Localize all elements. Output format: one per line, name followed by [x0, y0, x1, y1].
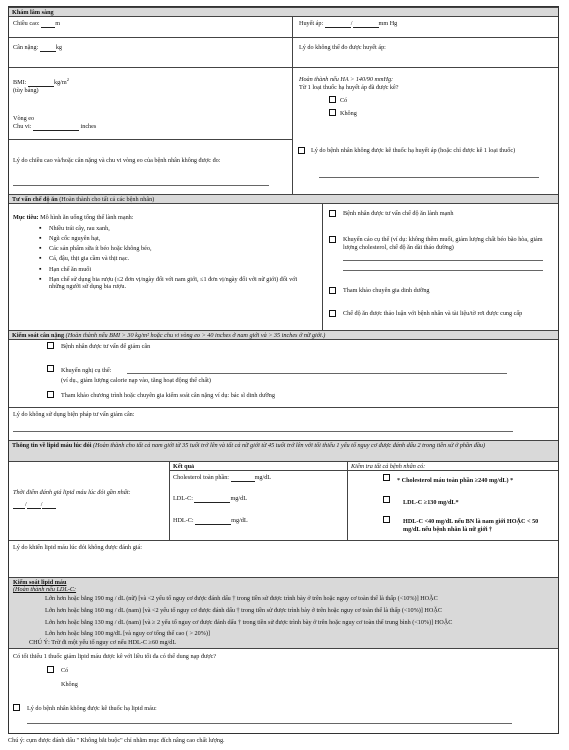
lipid-ldl-row — [173, 495, 247, 503]
bp-systolic-field[interactable] — [325, 22, 351, 28]
weight-specific-label: Khuyến nghị cụ thể: — [61, 367, 112, 374]
diet-list-item: ▪ Cá, đậu, thịt gia cầm và thịt nạc. — [39, 255, 309, 263]
control-line: Lớn hơn hoặc bằng 160 mg / dL (nam) [và <2 yếu tố nguy cơ được đánh dấu † trong tiền sử được trình bày ở trên hoặc nguy cơ toàn thể là thấp (<10%)] HOẶC — [45, 606, 442, 614]
lipid-year-field[interactable] — [42, 503, 56, 509]
control-lines — [45, 595, 555, 642]
height-row — [13, 20, 60, 28]
diet-goal-text: Mô hình ăn uống tổng thể lành mạnh: — [40, 214, 134, 221]
waist-row — [13, 123, 96, 131]
bmi-unit: kg/m — [53, 79, 67, 87]
weight-specific-example: (ví dụ., giảm lượng calorie nạp vào, tăng hoạt động thể chất) — [61, 377, 211, 384]
diet-list-item: ▪ Ngũ cốc nguyên hạt, — [39, 235, 309, 243]
lipid-total-check-prefix: * — [397, 477, 401, 484]
diet-specific-label: Khuyến cáo cụ thể (ví dụ: không thêm muối, giảm lượng chất béo bão hòa, giảm lượng cholesterol, chế độ ăn dài tháo đường) — [343, 236, 543, 251]
diet-counsel-label: Bệnh nhân được tư vấn chế độ ăn lành mạnh — [343, 210, 454, 217]
bmi-field[interactable] — [28, 81, 54, 87]
bp-yes-label: Có — [340, 97, 348, 104]
bp-label: Huyết áp: — [299, 20, 324, 27]
control-header: Kiểm soát lipid máu — [13, 579, 67, 586]
bp-missing-reason: Lý do không thể đo được huyết áp: — [299, 44, 386, 51]
lipid-hdl-unit: mg/dL — [231, 517, 248, 524]
control-question: Có tối thiểu 1 thuốc giảm lipid máu được kê với liều tối đa có thể dung nạp được? — [13, 653, 217, 660]
lipid-total-check-text: Cholesterol máu toàn phần ≥240 mg/dL) — [401, 477, 509, 484]
diet-list-item: ▪ Hạn chế sử dụng bia rượu (≤2 đơn vị/ngày đối với nam giới, ≤1 đơn vị/ngày đối với nữ giới) đối với những người sử dụng bia rượu. — [39, 276, 309, 292]
control-line: Lớn hơn hoặc bằng 100 mg/dL [và nguy cơ tổng thể cao ( > 20%)] — [45, 630, 210, 638]
weight-specific-line[interactable] — [127, 373, 507, 374]
bp-diastolic-field[interactable] — [350, 20, 379, 28]
clinical-form — [8, 6, 559, 734]
diet-materials-label: Chế độ ăn được thảo luận với bệnh nhân và tài liệu/tờ rơi được cung cấp — [343, 310, 523, 317]
lipid-reason: Lý do khiến lipid máu lúc đói không được đánh giá: — [13, 544, 142, 551]
height-field[interactable] — [41, 22, 55, 28]
lipid-ldl-field[interactable] — [194, 497, 230, 503]
measure-reason-line[interactable] — [13, 185, 269, 186]
weight-specific-checkbox[interactable] — [47, 365, 54, 372]
weight-field[interactable] — [40, 46, 56, 52]
bmi-row — [13, 77, 69, 95]
lipid-header-note: (Hoàn thành cho tất cả nam giới từ 35 tuổi trở lên và tất cả nữ giới từ 45 tuổi trở lên với tối thiểu 1 yếu tố nguy cơ được đánh dấu 2 trong tiền sử ở phần đầu) — [92, 442, 486, 449]
weight-header — [9, 330, 558, 340]
diet-referral-checkbox[interactable] — [329, 287, 336, 294]
bp-reason-line[interactable] — [319, 177, 539, 178]
control-reason: Lý do bệnh nhân không được kê thuốc hạ lipid máu: — [27, 705, 157, 712]
bp-unit: mm Hg — [378, 20, 398, 27]
lipid-total-check-label — [397, 477, 513, 485]
bp-not-prescribed-label: Lý do bệnh nhân không được kê thuốc hạ huyết áp (hoặc chỉ được kê 1 loại thuốc) — [311, 147, 516, 154]
control-line: Lớn hơn hoặc bằng 130 mg / dL (nam) [và ≥ 2 yếu tố nguy cơ được đánh dấu † trong tiền sử được trình bày ở trên hoặc nguy cơ toàn thể trung bình (<10%)] HOẶC — [45, 618, 453, 626]
bp-question: Từ 1 loại thuốc hạ huyết áp đã được kê? — [299, 84, 399, 91]
control-reason-checkbox[interactable] — [13, 704, 20, 711]
weight-counsel-label: Bệnh nhân được tư vấn để giảm cân — [61, 343, 151, 350]
weight-reason: Lý do không sử dụng biện pháp tư vấn giảm cân: — [13, 411, 135, 418]
weight-referral-label: Tham khảo chương trình hoặc chuyên gia kiểm soát cân nặng ví dụ: bác sĩ dinh dưỡng — [61, 392, 275, 399]
diet-header-note: (Hoàn thành cho tất cả các bệnh nhân) — [59, 196, 155, 203]
control-yes-label: Có — [61, 667, 69, 674]
control-yes-checkbox[interactable] — [47, 666, 54, 673]
lipid-total-row — [173, 474, 271, 482]
lipid-total-checkbox[interactable] — [383, 474, 390, 481]
weight-row — [13, 44, 62, 52]
diet-goal — [13, 214, 133, 222]
control-sub: (Hoàn thành nếu LDL-C: — [13, 586, 77, 593]
bp-yes-checkbox[interactable] — [329, 96, 336, 103]
control-no-label: Không — [61, 681, 78, 688]
bmi-note: (tùy bảng) — [13, 86, 39, 94]
bmi-unit-sup: 2 — [66, 77, 69, 82]
diet-goal-label: Mục tiêu: — [13, 214, 39, 221]
lipid-date-sep-2: / — [40, 501, 43, 508]
lipid-hdl-check-label: HDL-C <40 mg/dL nếu BN là nam giới HOẶC < 50 mg/dL nếu bệnh nhân là nữ giới † — [403, 518, 539, 533]
diet-header-title: Tư vấn chế độ ăn — [12, 196, 58, 203]
lipid-date-sep-1: / — [25, 501, 27, 508]
lipid-total-unit: mg/dL — [254, 474, 272, 481]
lipid-total-check-suffix: * — [510, 477, 514, 484]
weight-label: Cân nặng: — [13, 44, 39, 51]
lipid-ldl-unit: mg/dL — [230, 495, 247, 502]
diet-list-item: ▪ Các sản phẩm sữa ít béo hoặc không béo, — [39, 245, 309, 253]
weight-header-title: Kiểm soát cân nặng — [12, 332, 65, 339]
waist-unit: inches — [80, 123, 97, 130]
lipid-ldl-checkbox[interactable] — [383, 496, 390, 503]
lipid-header-title: Thông tin về lipid máu lúc đói — [12, 442, 92, 449]
waist-sub-label: Chu vi: — [13, 123, 32, 130]
lipid-date-row — [13, 501, 56, 509]
diet-list-item: ▪ Hạn chế ăn muối — [39, 266, 309, 274]
measure-missing-reason: Lý do chiều cao và/hoặc cân nặng và chu vi vòng eo của bệnh nhân không được đo: — [13, 157, 221, 164]
lipid-time-label: Thời điểm đánh giá lipid máu lúc đói gần nhất: — [13, 489, 131, 496]
control-line: Lớn hơn hoặc bằng 190 mg / dL (nữ) [và <2 yếu tố nguy cơ được đánh dấu † trong tiền sử được trình bày ở trên hoặc nguy cơ toàn thể là thấp (<10%)] HOẶC — [45, 595, 438, 602]
weight-counsel-checkbox[interactable] — [47, 342, 54, 349]
bp-row — [299, 20, 397, 28]
weight-reason-line[interactable] — [13, 431, 513, 432]
diet-list-item: ▪ Nhiều trái cây, rau xanh, — [39, 225, 309, 233]
lipid-hdl-field[interactable] — [195, 519, 231, 525]
bp-condition: Hoàn thành nếu HA > 140/90 mmHg: — [299, 76, 394, 83]
bp-not-prescribed-checkbox[interactable] — [298, 147, 305, 154]
diet-specific-checkbox[interactable] — [329, 236, 336, 243]
weight-unit: kg — [55, 44, 62, 51]
bp-no-checkbox[interactable] — [329, 109, 336, 116]
height-unit: m — [55, 20, 61, 27]
diet-header — [9, 194, 558, 204]
bmi-label: BMI: — [13, 79, 27, 87]
lipid-hdl-checkbox[interactable] — [383, 516, 390, 523]
lipid-header — [9, 440, 558, 462]
waist-label: Vòng eo — [13, 115, 35, 122]
height-label: Chiều cao: — [13, 20, 40, 27]
lipid-total-label: Cholesterol toàn phần: — [173, 474, 230, 481]
weight-header-note: (Hoàn thành nếu BMI > 30 kg/m² hoặc chu vi vòng eo > 40 inches ở nam giới và > 35 inches ở nữ giới.) — [65, 332, 326, 339]
diet-specific-line-2[interactable] — [343, 270, 543, 271]
control-note: CHÚ Ý: Trừ đi một yếu tố nguy cơ nếu HDL-C ≥60 mg/dL — [29, 639, 177, 646]
diet-materials-checkbox[interactable] — [329, 310, 336, 317]
control-reason-line[interactable] — [27, 723, 512, 724]
diet-counsel-checkbox[interactable] — [329, 210, 336, 217]
lipid-total-field[interactable] — [231, 476, 255, 482]
diet-referral-label: Tham khảo chuyên gia dinh dưỡng — [343, 287, 430, 294]
lipid-hdl-row — [173, 517, 248, 525]
lipid-ldl-label: LDL-C: — [173, 495, 193, 502]
lipid-ldl-check-label: LDL-C ≥130 mg/dL* — [403, 499, 459, 506]
lipid-col-check: Kiểm tra tất cả bệnh nhân có: — [351, 463, 426, 470]
lipid-day-field[interactable] — [27, 503, 41, 509]
diet-specific-line-1[interactable] — [343, 260, 543, 261]
diet-list — [39, 225, 309, 294]
waist-field[interactable] — [33, 125, 79, 131]
bp-separator: / — [350, 20, 353, 27]
footer-note: Chú ý: cụm được đánh dấu " Không bắt buộc" chỉ nhằm mục đích nâng cao chất lượng. — [8, 737, 225, 744]
lipid-col-result: Kết quả — [173, 463, 195, 470]
exam-header: Khám lâm sàng — [9, 7, 558, 17]
lipid-month-field[interactable] — [13, 503, 25, 509]
lipid-hdl-label: HDL-C: — [173, 517, 194, 524]
weight-referral-checkbox[interactable] — [47, 391, 54, 398]
bp-no-label: Không — [340, 110, 357, 117]
